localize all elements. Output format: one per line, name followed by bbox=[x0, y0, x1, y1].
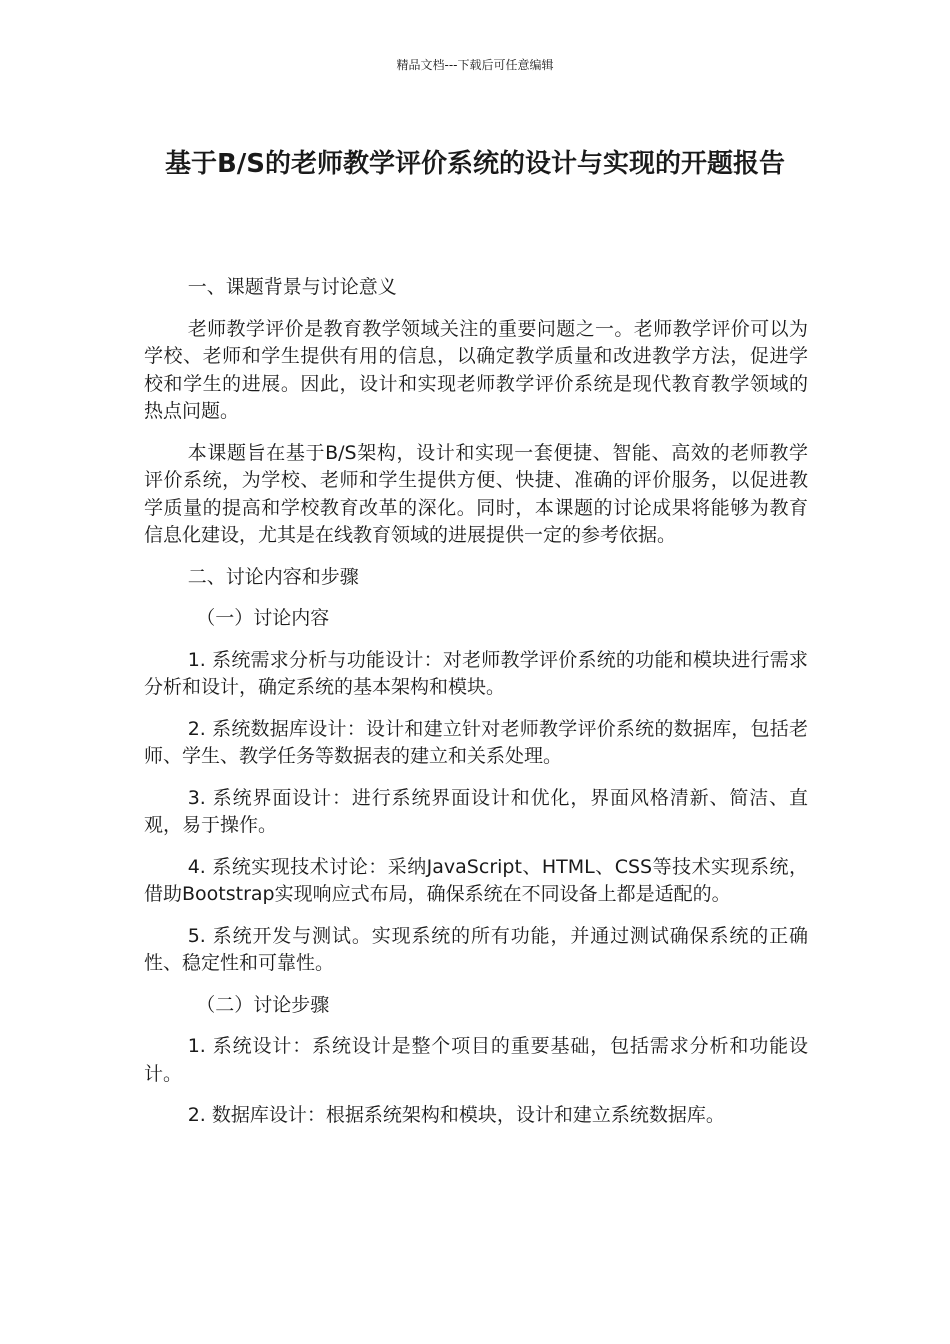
paragraph-background-2: 本课题旨在基于B/S架构，设计和实现一套便捷、智能、高效的老师教学评价系统，为学校、老师和学生提供方便、快捷、准确的评价服务，以促进教学质量的提高和学校教育改革的深化。同时，本课题的讨论成果将能够为教育信息化建设，尤其是在线教育领域的进展提供一定的参考依据。 bbox=[144, 441, 808, 546]
list-item-content-2: 2. 系统数据库设计：设计和建立针对老师教学评价系统的数据库，包括老师、学生、教学任务等数据表的建立和关系处理。 bbox=[144, 717, 808, 767]
list-item-step-1: 1. 系统设计：系统设计是整个项目的重要基础，包括需求分析和功能设计。 bbox=[144, 1035, 808, 1085]
section-heading-background: 一、课题背景与讨论意义 bbox=[187, 276, 397, 298]
subheading-steps: （二）讨论步骤 bbox=[196, 993, 330, 1016]
subheading-content: （一）讨论内容 bbox=[196, 607, 330, 629]
section-heading-content-steps: 二、讨论内容和步骤 bbox=[187, 565, 359, 588]
list-item-content-3: 3. 系统界面设计：进行系统界面设计和优化，界面风格清新、简洁、直观，易于操作。 bbox=[144, 786, 808, 836]
list-item-content-5: 5. 系统开发与测试。实现系统的所有功能，并通过测试确保系统的正确性、稳定性和可靠性。 bbox=[144, 924, 808, 974]
paragraph-background-1: 老师教学评价是教育教学领域关注的重要问题之一。老师教学评价可以为学校、老师和学生提供有用的信息，以确定教学质量和改进教学方法，促进学校和学生的进展。因此，设计和实现老师教学评价系统是现代教育教学领域的热点问题。 bbox=[144, 317, 808, 422]
list-item-content-1: 1. 系统需求分析与功能设计：对老师教学评价系统的功能和模块进行需求分析和设计，确定系统的基本架构和模块。 bbox=[144, 648, 808, 698]
document-title: 基于B/S的老师教学评价系统的设计与实现的开题报告 bbox=[164, 149, 786, 179]
document-body bbox=[144, 274, 808, 1144]
page-header: 精品文档---下载后可任意编辑 bbox=[396, 58, 554, 72]
list-item-step-2: 2. 数据库设计：根据系统架构和模块，设计和建立系统数据库。 bbox=[187, 1104, 725, 1126]
list-item-content-4: 4. 系统实现技术讨论：采纳JavaScript、HTML、CSS等技术实现系统，借助Bootstrap实现响应式布局，确保系统在不同设备上都是适配的。 bbox=[144, 855, 808, 905]
